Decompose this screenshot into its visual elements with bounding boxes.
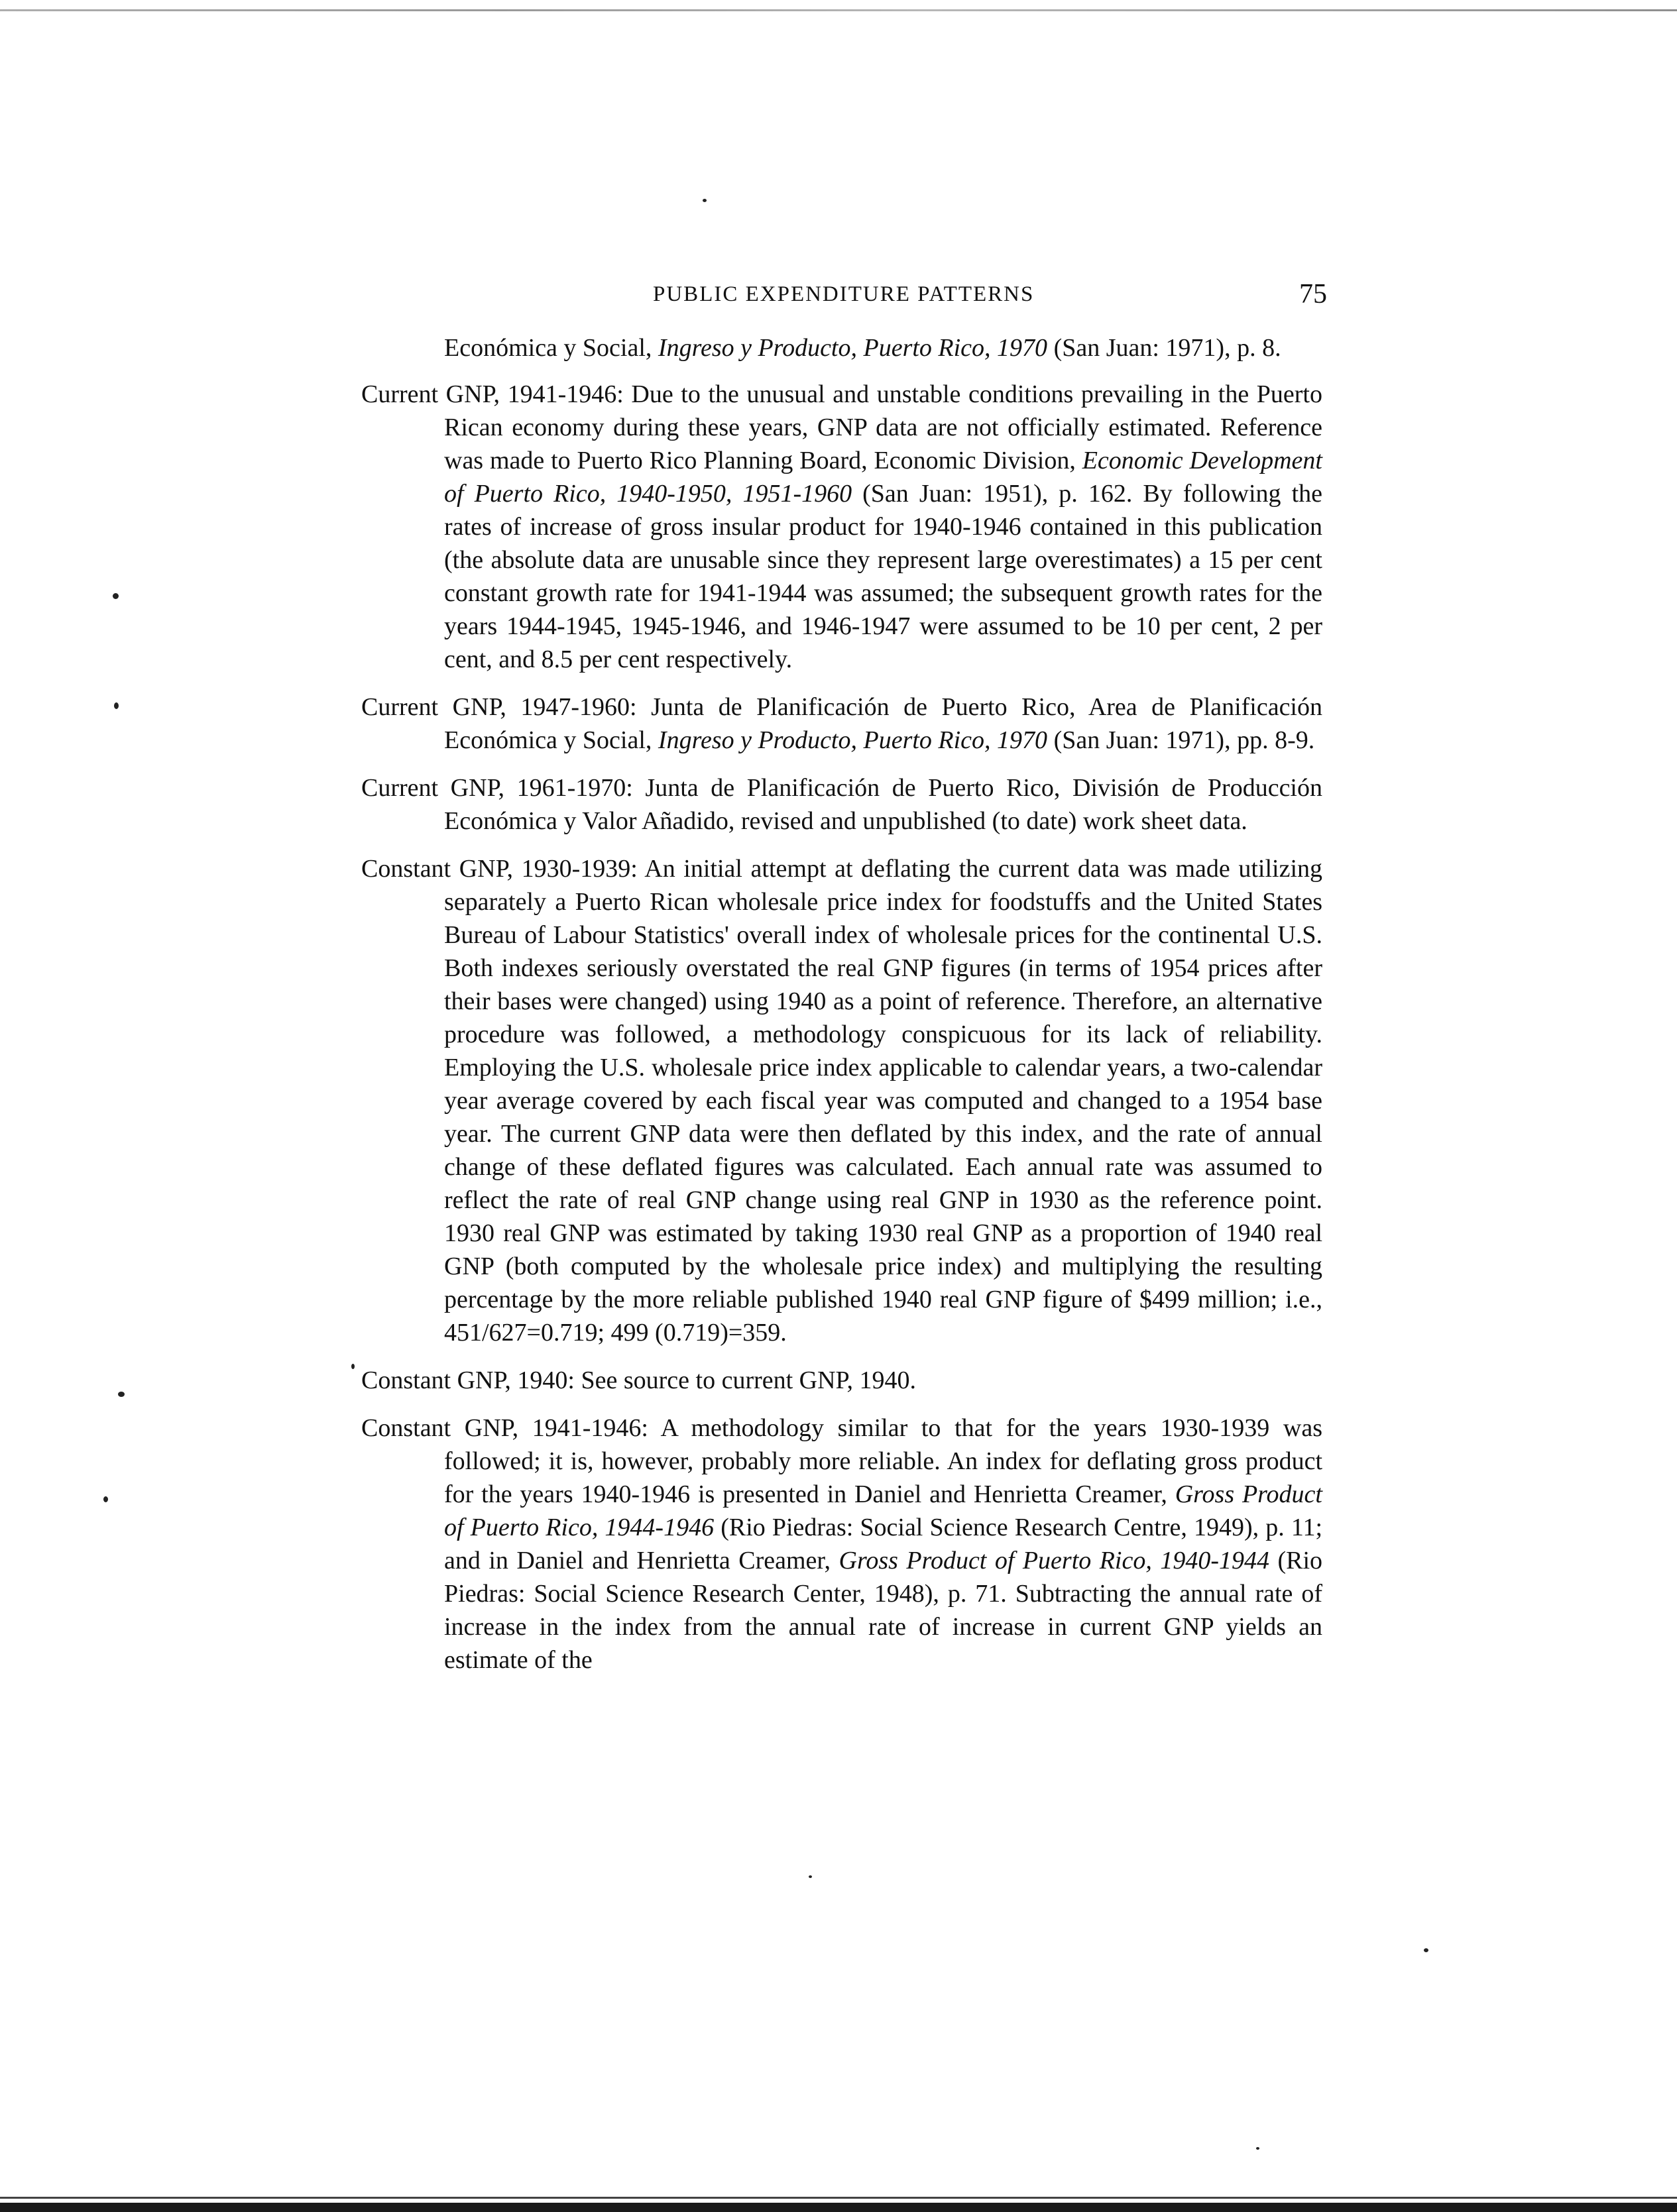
scan-speck bbox=[113, 593, 119, 599]
scan-speck bbox=[351, 1364, 355, 1369]
scan-speck bbox=[114, 702, 119, 709]
scan-edge-bottom bbox=[0, 2203, 1677, 2212]
source-entry bbox=[361, 1364, 1322, 1397]
entry-text: (San Juan: 1971), p. 8. bbox=[1047, 334, 1281, 362]
scan-edge-top bbox=[0, 9, 1677, 11]
scan-speck bbox=[809, 1875, 812, 1878]
entry-text: Constant GNP, 1930-1939: An initial attempt at deflating the current data was made utilizing separately a Puerto Rican wholesale price index for foodstuffs and the United States Bureau of Labour Statistics' overall index of wholesale prices for the continental U.S. Both indexes seriously overstated the real GNP figures (in terms of 1954 prices after their bases were changed) using 1940 as a point of reference. Therefore, an alternative procedure was followed, a methodology conspicuous for its lack of reliability. Employing the U.S. wholesale price index applicable to calendar years, a two-calendar year average covered by each fiscal year was computed and changed to a 1954 base year. The current GNP data were then deflated by this index, and the rate of annual change of these deflated figures was calculated. Each annual rate was assumed to reflect the rate of real GNP change using real GNP in 1930 as the reference point. 1930 real GNP was estimated by taking 1930 real GNP as a proportion of 1940 real GNP (both computed by the wholesale price index) and multiplying the resulting percentage by the more reliable published 1940 real GNP figure of $499 million; i.e., 451/627=0.719; 499 (0.719)=359. bbox=[361, 855, 1322, 1347]
entry-title: Ingreso y Producto, Puerto Rico, 1970 bbox=[658, 334, 1048, 362]
entry-text: (Rio Piedras: Social Science Research Centre, 1949), p. 11; and in Daniel and Henrietta Creamer, bbox=[444, 1514, 1322, 1575]
entry-title: Gross Product of Puerto Rico, 1940-1944 bbox=[838, 1547, 1269, 1575]
running-head: PUBLIC EXPENDITURE PATTERNS bbox=[653, 282, 1035, 306]
scan-speck bbox=[118, 1392, 125, 1397]
entry-text: Current GNP, 1961-1970: Junta de Planificación de Puerto Rico, División de Producción Económica y Valor Añadido, revised and unpublished (to date) work sheet data. bbox=[361, 774, 1322, 835]
source-entry-continued bbox=[361, 331, 1322, 364]
scan-speck bbox=[703, 199, 707, 202]
source-entry bbox=[361, 1411, 1322, 1677]
entry-text: Constant GNP, 1941-1946: A methodology similar to that for the years 1930-1939 was followed; it is, however, probably more reliable. An index for deflating gross product for the years 1940-1946 is presented in Daniel and Henrietta Creamer, bbox=[361, 1414, 1322, 1508]
source-notes bbox=[361, 331, 1322, 1691]
entry-text: (Rio Piedras: Social Science Research Center, 1948), p. 71. Subtracting the annual rate of increase in the index from the annual rate of increase in current GNP yields an estimate of the bbox=[444, 1547, 1323, 1674]
entry-title: Gross Product of Puerto Rico, 1944-1946 bbox=[444, 1480, 1322, 1541]
scan-speck bbox=[1256, 2147, 1259, 2150]
scan-speck bbox=[103, 1496, 108, 1502]
page-number: 75 bbox=[1299, 279, 1327, 309]
entry-text: Económica y Social, bbox=[444, 334, 658, 362]
source-entry bbox=[361, 852, 1322, 1349]
entry-text: (San Juan: 1951), p. 162. By following the rates of increase of gross insular product for 1940-1946 contained in this publication (the absolute data are unusable since they represent large overestimates) a 15 per cent constant growth rate for 1941-1944 was assumed; the subsequent growth rates for the years 1944-1945, 1945-1946, and 1946-1947 were assumed to be 10 per cent, 2 per cent, and 8.5 per cent respectively. bbox=[444, 480, 1322, 673]
scan-speck bbox=[1424, 1948, 1428, 1952]
entry-title: Ingreso y Producto, Puerto Rico, 1970 bbox=[658, 726, 1048, 754]
scan-edge-bottom-thin bbox=[0, 2197, 1677, 2199]
source-entry bbox=[361, 378, 1322, 676]
source-entry bbox=[361, 691, 1322, 757]
entry-text: (San Juan: 1971), pp. 8-9. bbox=[1047, 726, 1315, 754]
entry-text: Constant GNP, 1940: See source to current GNP, 1940. bbox=[361, 1366, 916, 1394]
entry-text: Current GNP, 1941-1946: Due to the unusual and unstable conditions prevailing in the Puerto Rican economy during these years, GNP data are not officially estimated. Reference was made to Puerto Rico Planning Board, Economic Division, bbox=[361, 380, 1322, 474]
entry-text: Current GNP, 1947-1960: Junta de Planificación de Puerto Rico, Area de Planificación Económica y Social, bbox=[361, 693, 1322, 754]
entry-title: Economic Development of Puerto Rico, 1940-1950, 1951-1960 bbox=[444, 447, 1322, 508]
source-entry bbox=[361, 771, 1322, 838]
